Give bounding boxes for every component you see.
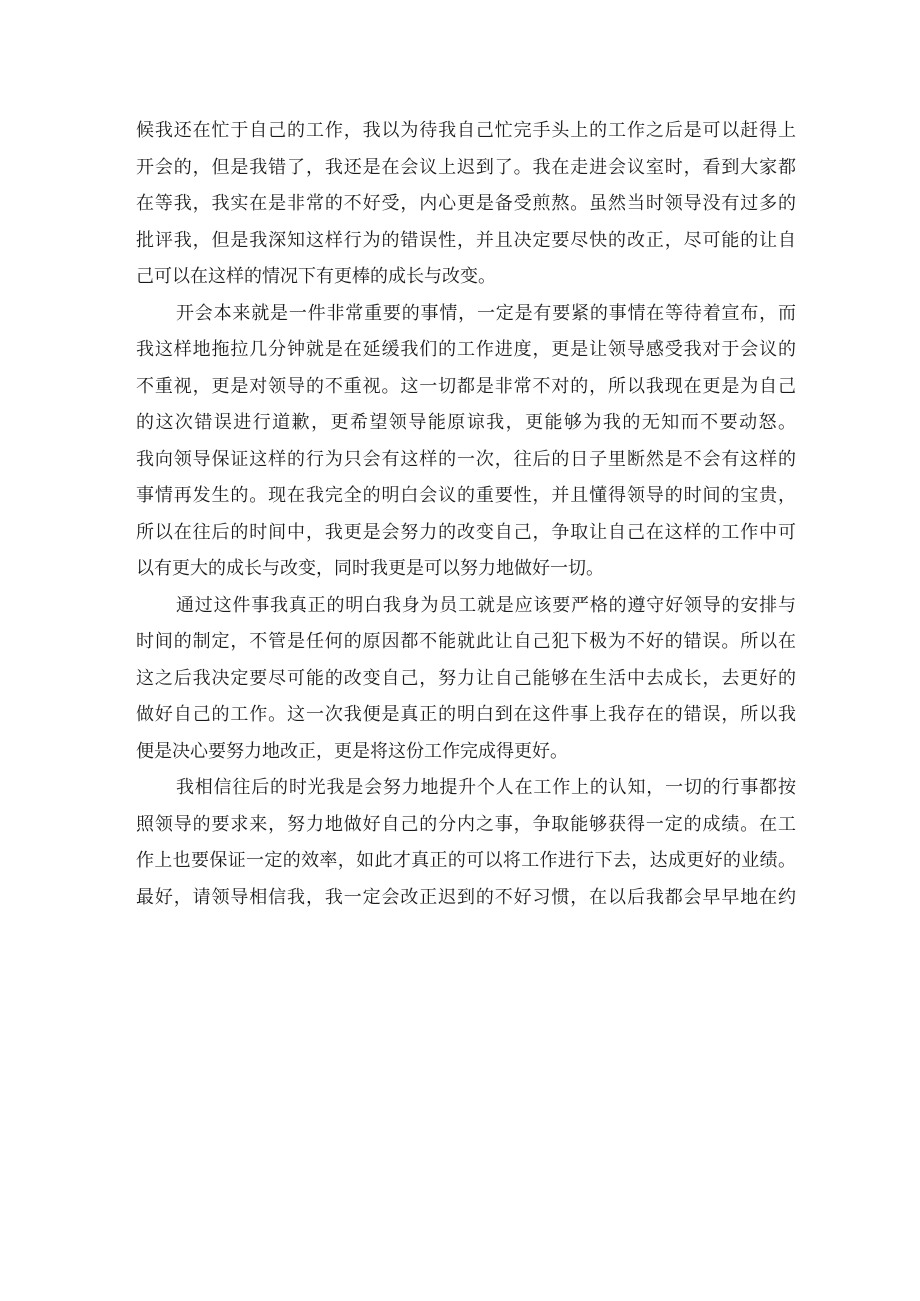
text-line: 便是决心要努力地改正，更是将这份工作完成得更好。 bbox=[136, 740, 568, 762]
text-line: 做好自己的工作。这一次我便是真正的明白到在这件事上我存在的错误，所以我 bbox=[136, 704, 796, 725]
text-line: 时间的制定，不管是任何的原因都不能就此让自己犯下极为不好的错误。所以在 bbox=[136, 631, 796, 652]
text-line: 不重视，更是对领导的不重视。这一切都是非常不对的，所以我现在更是为自己 bbox=[136, 375, 796, 397]
text-line: 己可以在这样的情况下有更棒的成长与改变。 bbox=[136, 266, 496, 287]
text-line: 候我还在忙于自己的工作，我以为待我自己忙完手头上的工作之后是可以赶得上 bbox=[136, 120, 796, 141]
text-line: 事情再发生的。现在我完全的明白会议的重要性，并且懂得领导的时间的宝贵， bbox=[136, 485, 796, 506]
text-line: 我向领导保证这样的行为只会有这样的一次，往后的日子里断然是不会有这样的 bbox=[136, 448, 796, 470]
text-line: 批评我，但是我深知这样行为的错误性，并且决定要尽快的改正，尽可能的让自 bbox=[136, 229, 796, 251]
paragraph-1 bbox=[136, 113, 796, 296]
paragraph-2 bbox=[136, 296, 796, 588]
text-line: 通过这件事我真正的明白我身为员工就是应该要严格的遵守好领导的安排与 bbox=[176, 594, 796, 616]
text-line: 开会本来就是一件非常重要的事情，一定是有要紧的事情在等待着宣布，而 bbox=[176, 302, 796, 324]
text-line: 最好，请领导相信我，我一定会改正迟到的不好习惯，在以后我都会早早地在约 bbox=[136, 886, 796, 908]
text-line: 的这次错误进行道歉，更希望领导能原谅我，更能够为我的无知而不要动怒。 bbox=[136, 412, 796, 433]
text-line: 开会的，但是我错了，我还是在会议上迟到了。我在走进会议室时，看到大家都 bbox=[136, 156, 796, 178]
text-line: 作上也要保证一定的效率，如此才真正的可以将工作进行下去，达成更好的业绩。 bbox=[136, 850, 796, 871]
document-body bbox=[136, 113, 796, 916]
text-line: 我相信往后的时光我是会努力地提升个人在工作上的认知，一切的行事都按 bbox=[176, 777, 796, 798]
text-line: 在等我，我实在是非常的不好受，内心更是备受煎熬。虽然当时领导没有过多的 bbox=[136, 193, 796, 214]
text-line: 我这样地拖拉几分钟就是在延缓我们的工作进度，更是让领导感受我对于会议的 bbox=[136, 339, 796, 360]
paragraph-4 bbox=[136, 770, 796, 916]
text-line: 以有更大的成长与改变，同时我更是可以努力地做好一切。 bbox=[136, 558, 604, 579]
text-line: 照领导的要求来，努力地做好自己的分内之事，争取能够获得一定的成绩。在工 bbox=[136, 813, 796, 835]
text-line: 所以在往后的时间中，我更是会努力的改变自己，争取让自己在这样的工作中可 bbox=[136, 521, 796, 543]
text-line: 这之后我决定要尽可能的改变自己，努力让自己能够在生活中去成长，去更好的 bbox=[136, 667, 796, 689]
paragraph-3 bbox=[136, 588, 796, 771]
